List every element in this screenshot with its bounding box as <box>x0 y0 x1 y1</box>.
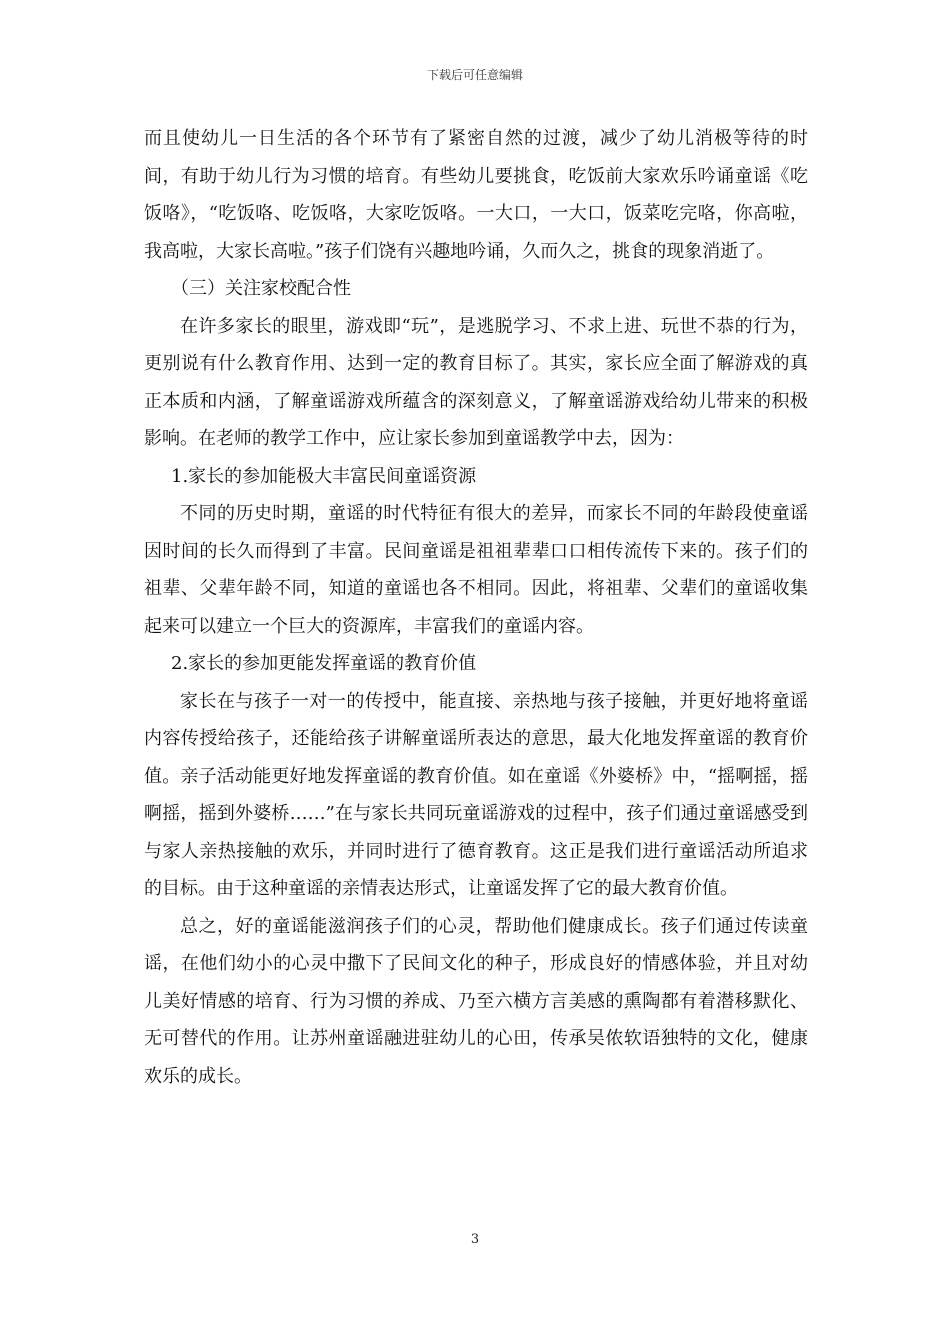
paragraph: 家长在与孩子一对一的传授中，能直接、亲热地与孩子接触，并更好地将童谣内容传授给孩子，还能给孩子讲解童谣所表达的意思，最大化地发挥童谣的教育价值。亲子活动能更好地发挥童谣的教育价值。如在童谣《外婆桥》中，“摇啊摇，摇啊摇，摇到外婆桥……”在与家长共同玩童谣游戏的过程中，孩子们通过童谣感受到与家人亲热接触的欢乐，并同时进行了德育教育。这正是我们进行童谣活动所追求的目标。由于这种童谣的亲情表达形式，让童谣发挥了它的最大教育价值。 <box>144 690 808 899</box>
subheading-2: 2.家长的参加更能发挥童谣的教育价值 <box>171 653 477 674</box>
document-body <box>144 120 808 1095</box>
paragraph: 在许多家长的眼里，游戏即“玩”，是逃脱学习、不求上进、玩世不恭的行为，更别说有什么教育作用、达到一定的教育目标了。其实，家长应全面了解游戏的真正本质和内涵，了解童谣游戏所蕴含的深刻意义，了解童谣游戏给幼儿带来的积极影响。在老师的教学工作中，应让家长参加到童谣教学中去，因为： <box>144 315 808 449</box>
page-number: 3 <box>470 1232 480 1247</box>
paragraph-conclusion: 总之，好的童谣能滋润孩子们的心灵，帮助他们健康成长。孩子们通过传读童谣，在他们幼小的心灵中撒下了民间文化的种子，形成良好的情感体验，并且对幼儿美好情感的培育、行为习惯的养成、乃至六横方言美感的熏陶都有着潜移默化、无可替代的作用。让苏州童谣融进驻幼儿的心田，传承吴侬软语独特的文化，健康欢乐的成长。 <box>144 915 808 1087</box>
section-heading-3: （三）关注家校配合性 <box>171 278 351 299</box>
page-header: 下载后可任意编辑 <box>426 68 523 82</box>
subheading-1: 1.家长的参加能极大丰富民间童谣资源 <box>171 465 477 487</box>
paragraph: 不同的历史时期，童谣的时代特征有很大的差异，而家长不同的年龄段使童谣因时间的长久而得到了丰富。民间童谣是祖祖辈辈口口相传流传下来的。孩子们的祖辈、父辈年龄不同，知道的童谣也各不相同。因此，将祖辈、父辈们的童谣收集起来可以建立一个巨大的资源库，丰富我们的童谣内容。 <box>144 503 808 637</box>
paragraph-continuation: 而且使幼儿一日生活的各个环节有了紧密自然的过渡，减少了幼儿消极等待的时间，有助于幼儿行为习惯的培育。有些幼儿要挑食，吃饭前大家欢乐吟诵童谣《吃饭咯》，“吃饭咯、吃饭咯，大家吃饭咯。一大口，一大口，饭菜吃完咯，你高啦，我高啦，大家长高啦。”孩子们饶有兴趣地吟诵，久而久之，挑食的现象消逝了。 <box>144 128 808 262</box>
